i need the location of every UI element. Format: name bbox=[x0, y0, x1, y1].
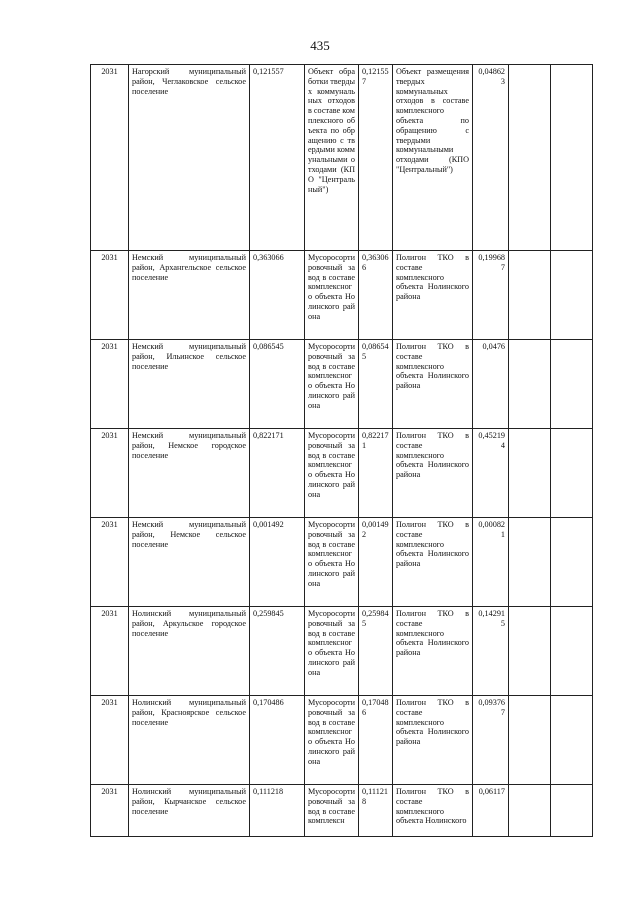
value2-cell: 0,001492 bbox=[359, 518, 393, 607]
table-body bbox=[91, 65, 593, 837]
share-cell: 0,0476 bbox=[473, 340, 509, 429]
empty-cell bbox=[551, 518, 593, 607]
table-row bbox=[91, 696, 593, 785]
value-cell: 0,363066 bbox=[250, 251, 305, 340]
location-cell: Немский муниципальный район, Архангельское сельское поселение bbox=[129, 251, 250, 340]
share-cell: 0,000821 bbox=[473, 518, 509, 607]
empty-cell bbox=[551, 785, 593, 837]
empty-cell bbox=[509, 518, 551, 607]
year-cell: 2031 bbox=[91, 696, 129, 785]
object2-cell: Полигон ТКО в составе комплексного объекта Нолинского района bbox=[393, 340, 473, 429]
empty-cell bbox=[509, 607, 551, 696]
year-cell: 2031 bbox=[91, 785, 129, 837]
object2-cell: Полигон ТКО в составе комплексного объекта Нолинского района bbox=[393, 251, 473, 340]
empty-cell bbox=[509, 65, 551, 251]
location-cell: Нагорский муниципальный район, Чеглаковское сельское поселение bbox=[129, 65, 250, 251]
object2-cell: Полигон ТКО в составе комплексного объекта Нолинского bbox=[393, 785, 473, 837]
share-cell: 0,093767 bbox=[473, 696, 509, 785]
object-cell: Мусоросортировочный завод в составе комплексного объекта Нолинского района bbox=[305, 429, 359, 518]
value-cell: 0,822171 bbox=[250, 429, 305, 518]
object2-cell: Полигон ТКО в составе комплексного объекта Нолинского района bbox=[393, 696, 473, 785]
page-number: 435 bbox=[310, 38, 330, 53]
location-cell: Нолинский муниципальный район, Аркульское городское поселение bbox=[129, 607, 250, 696]
empty-cell bbox=[509, 785, 551, 837]
object-cell: Объект обработки твердых коммунальных отходов в составе комплексного объекта по обращению с твердыми коммунальными отходами (КПО "Центральный") bbox=[305, 65, 359, 251]
share-cell: 0,06117 bbox=[473, 785, 509, 837]
empty-cell bbox=[509, 429, 551, 518]
year-cell: 2031 bbox=[91, 518, 129, 607]
table-row bbox=[91, 518, 593, 607]
table-row bbox=[91, 65, 593, 251]
value-cell: 0,111218 bbox=[250, 785, 305, 837]
value2-cell: 0,121557 bbox=[359, 65, 393, 251]
object2-cell: Объект размещения твердых коммунальных отходов в составе комплексного объекта по обращению с твердыми коммунальными отходами (КПО "Центральный") bbox=[393, 65, 473, 251]
empty-cell bbox=[551, 696, 593, 785]
year-cell: 2031 bbox=[91, 65, 129, 251]
value2-cell: 0,086545 bbox=[359, 340, 393, 429]
value-cell: 0,170486 bbox=[250, 696, 305, 785]
object-cell: Мусоросортировочный завод в составе комплексного объекта Нолинского района bbox=[305, 607, 359, 696]
location-cell: Нолинский муниципальный район, Красноярское сельское поселение bbox=[129, 696, 250, 785]
value2-cell: 0,170486 bbox=[359, 696, 393, 785]
value2-cell: 0,363066 bbox=[359, 251, 393, 340]
table-row bbox=[91, 429, 593, 518]
data-table bbox=[90, 64, 593, 837]
location-cell: Нолинский муниципальный район, Кырчанское сельское поселение bbox=[129, 785, 250, 837]
value-cell: 0,086545 bbox=[250, 340, 305, 429]
share-cell: 0,199687 bbox=[473, 251, 509, 340]
share-cell: 0,452194 bbox=[473, 429, 509, 518]
object2-cell: Полигон ТКО в составе комплексного объекта Нолинского района bbox=[393, 607, 473, 696]
table-row bbox=[91, 607, 593, 696]
empty-cell bbox=[509, 340, 551, 429]
location-cell: Немский муниципальный район, Ильинское сельское поселение bbox=[129, 340, 250, 429]
year-cell: 2031 bbox=[91, 607, 129, 696]
table-row bbox=[91, 251, 593, 340]
empty-cell bbox=[509, 696, 551, 785]
share-cell: 0,142915 bbox=[473, 607, 509, 696]
empty-cell bbox=[551, 65, 593, 251]
location-cell: Немский муниципальный район, Немское городское поселение bbox=[129, 429, 250, 518]
empty-cell bbox=[551, 251, 593, 340]
object-cell: Мусоросортировочный завод в составе комплексного объекта Нолинского района bbox=[305, 696, 359, 785]
value2-cell: 0,259845 bbox=[359, 607, 393, 696]
value-cell: 0,121557 bbox=[250, 65, 305, 251]
object-cell: Мусоросортировочный завод в составе комплексного объекта Нолинского района bbox=[305, 340, 359, 429]
value-cell: 0,001492 bbox=[250, 518, 305, 607]
value2-cell: 0,822171 bbox=[359, 429, 393, 518]
year-cell: 2031 bbox=[91, 429, 129, 518]
empty-cell bbox=[551, 340, 593, 429]
object2-cell: Полигон ТКО в составе комплексного объекта Нолинского района bbox=[393, 518, 473, 607]
empty-cell bbox=[551, 429, 593, 518]
location-cell: Немский муниципальный район, Немское сельское поселение bbox=[129, 518, 250, 607]
object-cell: Мусоросортировочный завод в составе комплексн bbox=[305, 785, 359, 837]
object2-cell: Полигон ТКО в составе комплексного объекта Нолинского района bbox=[393, 429, 473, 518]
share-cell: 0,048623 bbox=[473, 65, 509, 251]
year-cell: 2031 bbox=[91, 340, 129, 429]
value2-cell: 0,111218 bbox=[359, 785, 393, 837]
object-cell: Мусоросортировочный завод в составе комплексного объекта Нолинского района bbox=[305, 518, 359, 607]
value-cell: 0,259845 bbox=[250, 607, 305, 696]
empty-cell bbox=[551, 607, 593, 696]
table-row bbox=[91, 785, 593, 837]
year-cell: 2031 bbox=[91, 251, 129, 340]
table-row bbox=[91, 340, 593, 429]
object-cell: Мусоросортировочный завод в составе комплексного объекта Нолинского района bbox=[305, 251, 359, 340]
empty-cell bbox=[509, 251, 551, 340]
